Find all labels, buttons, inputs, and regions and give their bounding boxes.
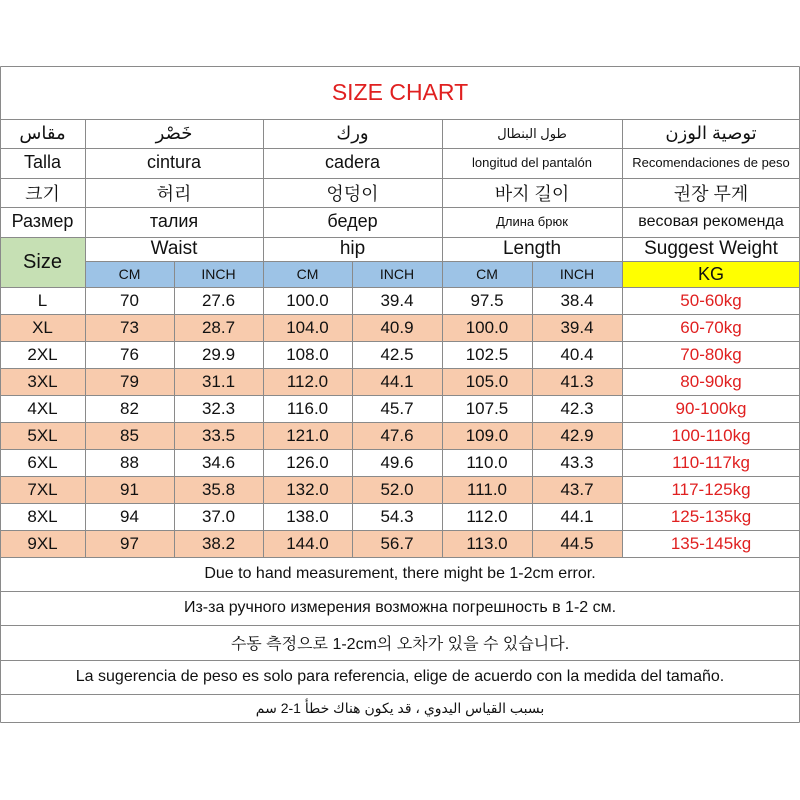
cell-hip-inch: 56.7 (380, 533, 414, 553)
lang-row-arabic-length: طول البنطال (497, 125, 567, 141)
cell-hip-cm: 132.0 (286, 479, 329, 499)
note-korean-row (0, 625, 800, 660)
lang-row-arabic-hip: ورك (336, 123, 369, 143)
size-header-label: Size (23, 250, 62, 273)
cell-size: 5XL (27, 425, 58, 445)
lang-row-arabic (0, 119, 800, 148)
cell-size: 7XL (27, 479, 58, 499)
unit-inch-1: INCH (174, 261, 263, 287)
unit-cm-2: CM (263, 261, 352, 287)
lang-row-russian-hip: бедер (327, 211, 378, 231)
cell-waist-inch: 27.6 (201, 290, 236, 310)
cell-waist-inch: 31.1 (201, 371, 236, 391)
note-russian-row (0, 591, 800, 625)
cell-size: L (37, 290, 48, 310)
table-row (0, 341, 800, 368)
cell-length-cm: 100.0 (465, 317, 509, 337)
cell-hip-inch: 42.5 (380, 344, 414, 364)
lang-row-korean-waist: 허리 (156, 183, 192, 204)
cell-waist-inch: 28.7 (201, 317, 236, 337)
cell-size: XL (32, 317, 53, 337)
cell-waist-cm: 91 (120, 479, 139, 499)
unit-cm-4: CM (442, 261, 532, 287)
cell-waist-cm: 70 (120, 290, 139, 310)
lang-row-spanish-length: longitud del pantalón (472, 155, 592, 170)
chart-title: SIZE CHART (331, 79, 469, 105)
table-row (0, 314, 800, 341)
cell-waist-cm: 85 (120, 425, 139, 445)
note-korean: 수동 측정으로 1-2cm의 오차가 있을 수 있습니다. (230, 636, 570, 653)
lang-row-spanish-waist: cintura (146, 152, 202, 172)
cell-hip-cm: 138.0 (286, 506, 329, 526)
cell-length-cm: 112.0 (466, 506, 508, 526)
lang-row-spanish-hip: cadera (324, 152, 381, 172)
unit-inch-5: INCH (532, 261, 622, 287)
cell-length-cm: 111.0 (466, 479, 508, 499)
cell-length-cm: 113.0 (466, 533, 508, 553)
cell-length-inch: 43.7 (560, 479, 594, 499)
cell-weight-kg: 60-70kg (680, 317, 742, 337)
note-english: Due to hand measurement, there might be 1-2cm error. (204, 565, 596, 582)
table-row (0, 395, 800, 422)
cell-size: 3XL (27, 371, 58, 391)
cell-length-inch: 40.4 (560, 344, 594, 364)
cell-weight-kg: 90-100kg (675, 398, 747, 418)
lang-row-spanish (0, 148, 800, 177)
waist-header: Waist (150, 238, 198, 259)
cell-weight-kg: 80-90kg (680, 371, 742, 391)
cell-size: 4XL (27, 398, 58, 418)
cell-length-inch: 44.5 (560, 533, 594, 553)
hip-header: hip (339, 238, 366, 259)
cell-weight-kg: 50-60kg (680, 290, 742, 310)
cell-size: 8XL (27, 506, 58, 526)
cell-weight-kg: 110-117kg (672, 452, 750, 472)
cell-weight-kg: 117-125kg (671, 479, 751, 499)
cell-hip-inch: 44.1 (380, 371, 414, 391)
cell-weight-kg: 70-80kg (680, 344, 742, 364)
note-russian: Из-за ручного измерения возможна погрешность в 1-2 см. (183, 599, 617, 616)
cell-length-inch: 38.4 (560, 290, 594, 310)
note-spanish: La sugerencia de peso es solo para referencia, elige de acuerdo con la medida del tamaño. (75, 668, 725, 685)
cell-length-inch: 42.9 (560, 425, 594, 445)
cell-length-inch: 44.1 (560, 506, 594, 526)
cell-hip-inch: 52.0 (380, 479, 414, 499)
cell-hip-inch: 54.3 (380, 506, 414, 526)
cell-hip-cm: 144.0 (286, 533, 329, 553)
unit-kg: KG (622, 261, 800, 287)
weight-header: Suggest Weight (644, 238, 778, 259)
cell-waist-inch: 32.3 (201, 398, 236, 418)
table-row (0, 476, 800, 503)
cell-hip-cm: 108.0 (286, 344, 329, 364)
note-arabic: بسبب القياس اليدوي ، قد يكون هناك خطأ 1-2 سم (255, 700, 545, 716)
lang-row-russian-length: Длина брюк (496, 214, 568, 229)
unit-inch-3: INCH (352, 261, 442, 287)
lang-row-spanish-weight: Recomendaciones de peso (632, 155, 790, 170)
table-row (0, 422, 800, 449)
lang-row-korean (0, 178, 800, 207)
table-row (0, 503, 800, 530)
cell-hip-inch: 39.4 (380, 290, 414, 310)
cell-waist-cm: 97 (120, 533, 139, 553)
cell-length-cm: 102.5 (465, 344, 509, 364)
lang-row-russian-weight: весовая рекомендa (638, 212, 784, 230)
lang-row-arabic-size: مقاس (19, 123, 66, 143)
cell-length-cm: 107.5 (465, 398, 509, 418)
note-english-row (0, 557, 800, 591)
cell-hip-inch: 47.6 (380, 425, 414, 445)
cell-waist-inch: 37.0 (201, 506, 236, 526)
cell-hip-cm: 121.0 (286, 425, 329, 445)
cell-hip-cm: 104.0 (286, 317, 329, 337)
cell-size: 9XL (27, 533, 58, 553)
cell-weight-kg: 135-145kg (670, 533, 752, 553)
table-row (0, 530, 800, 557)
cell-length-cm: 97.5 (470, 290, 504, 310)
lang-row-spanish-size: Talla (23, 152, 62, 172)
unit-row (0, 261, 800, 287)
cell-waist-cm: 73 (120, 317, 139, 337)
cell-length-inch: 39.4 (560, 317, 594, 337)
lang-row-arabic-waist: خَصْر (155, 123, 193, 143)
cell-hip-cm: 100.0 (286, 290, 329, 310)
cell-hip-inch: 45.7 (380, 398, 414, 418)
title-row (0, 66, 800, 119)
lang-row-russian (0, 207, 800, 236)
cell-length-cm: 110.0 (466, 452, 508, 472)
table-row (0, 449, 800, 476)
cell-length-inch: 41.3 (560, 371, 594, 391)
note-spanish-row (0, 660, 800, 694)
header-row (0, 237, 800, 261)
cell-weight-kg: 100-110kg (671, 425, 751, 445)
lang-row-arabic-weight: توصية الوزن (665, 123, 757, 143)
cell-hip-cm: 126.0 (286, 452, 329, 472)
cell-length-cm: 105.0 (465, 371, 509, 391)
cell-length-cm: 109.0 (465, 425, 509, 445)
lang-row-korean-weight: 권장 무게 (673, 183, 749, 204)
lang-row-korean-length: 바지 길이 (494, 183, 570, 204)
table-row (0, 368, 800, 395)
cell-waist-inch: 29.9 (201, 344, 236, 364)
cell-waist-inch: 34.6 (201, 452, 236, 472)
lang-row-russian-size: Размер (11, 211, 74, 231)
cell-hip-inch: 40.9 (380, 317, 414, 337)
lang-row-korean-size: 크기 (25, 183, 60, 204)
cell-waist-inch: 35.8 (201, 479, 236, 499)
cell-waist-inch: 33.5 (201, 425, 236, 445)
cell-waist-inch: 38.2 (201, 533, 236, 553)
note-arabic-row (0, 694, 800, 723)
cell-size: 2XL (27, 344, 58, 364)
cell-weight-kg: 125-135kg (670, 506, 752, 526)
cell-waist-cm: 82 (120, 398, 139, 418)
length-header: Length (502, 238, 562, 259)
unit-cm-0: CM (85, 261, 174, 287)
table-row (0, 287, 800, 314)
cell-hip-cm: 116.0 (286, 398, 329, 418)
lang-row-korean-hip: 엉덩이 (326, 183, 379, 204)
size-chart-table (0, 66, 800, 723)
cell-waist-cm: 88 (120, 452, 139, 472)
cell-hip-inch: 49.6 (380, 452, 414, 472)
cell-waist-cm: 76 (120, 344, 139, 364)
lang-row-russian-waist: талия (149, 211, 199, 231)
cell-length-inch: 42.3 (560, 398, 594, 418)
cell-size: 6XL (27, 452, 58, 472)
cell-hip-cm: 112.0 (286, 371, 329, 391)
cell-length-inch: 43.3 (560, 452, 594, 472)
cell-waist-cm: 94 (120, 506, 139, 526)
cell-waist-cm: 79 (120, 371, 139, 391)
